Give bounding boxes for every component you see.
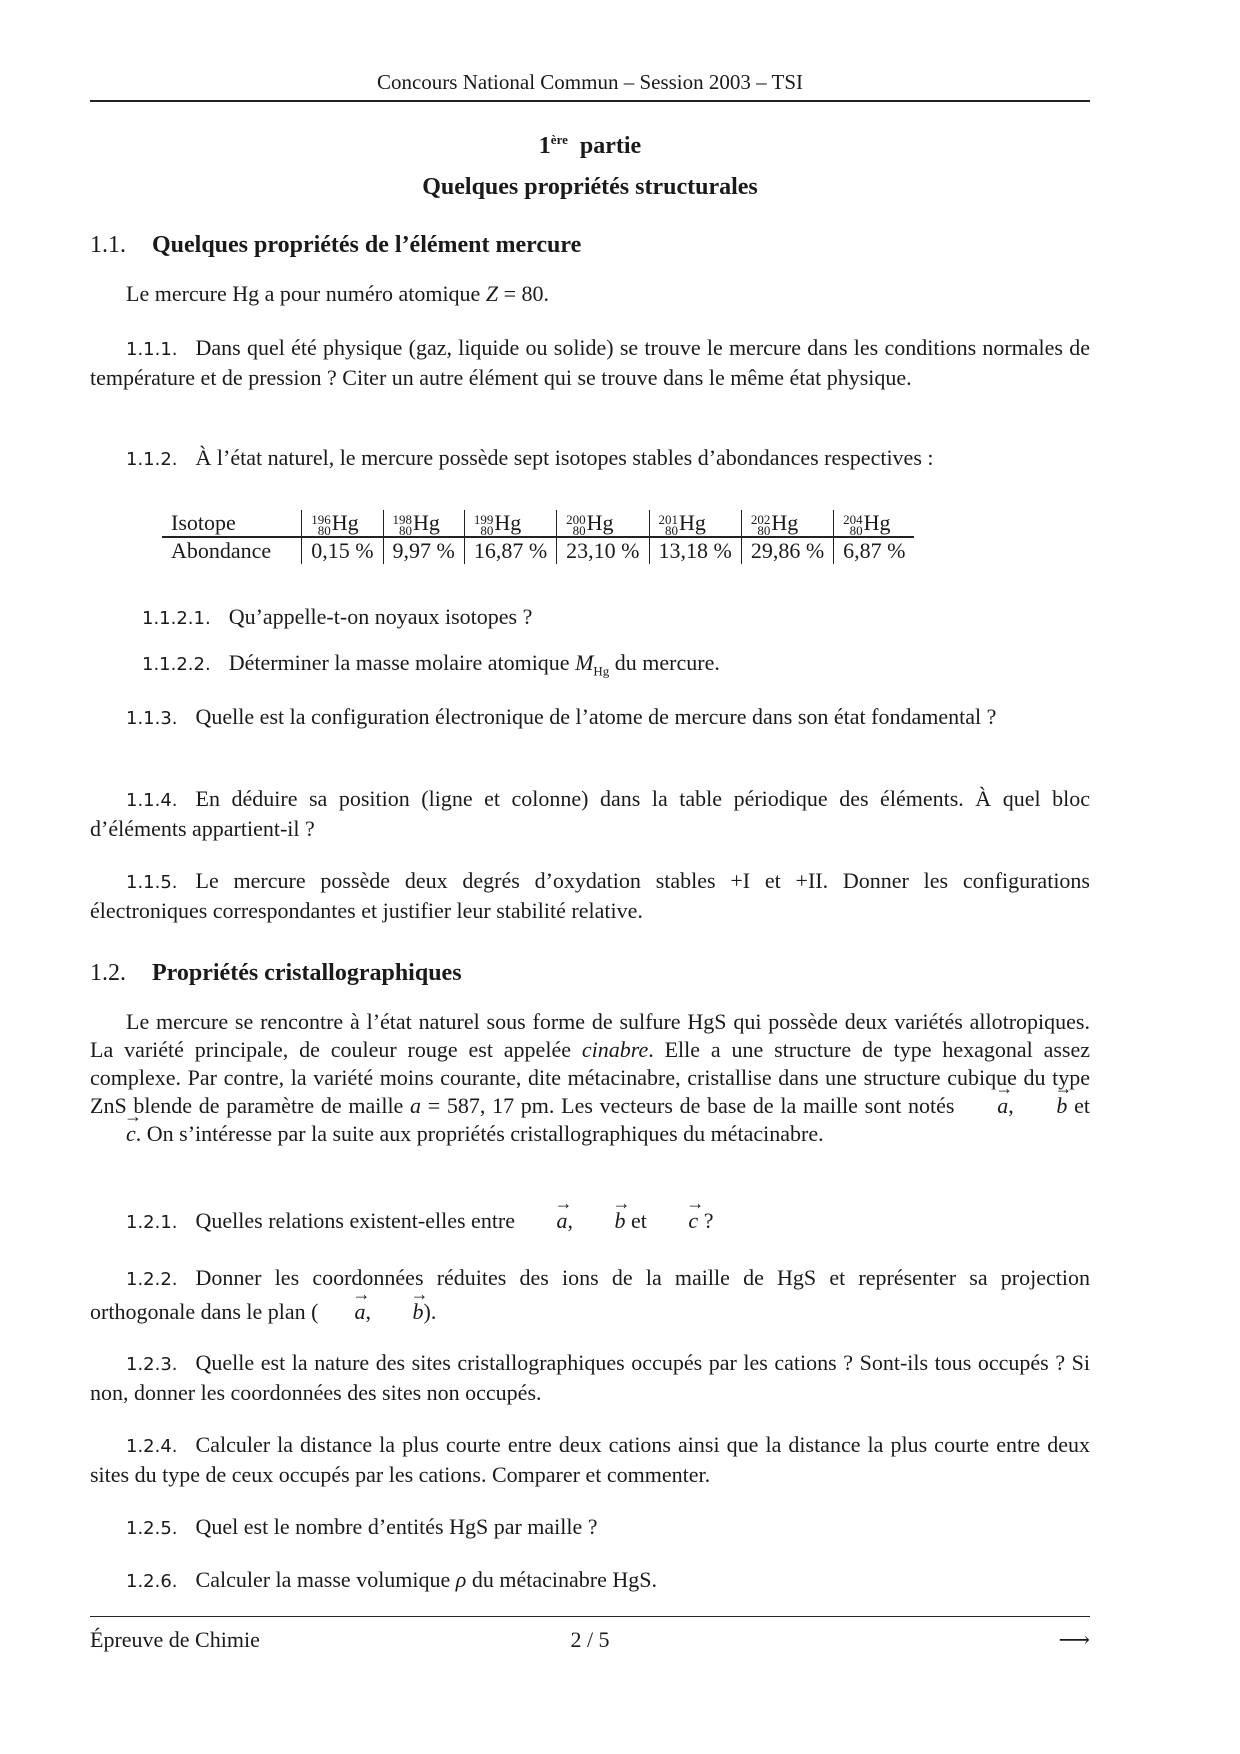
footer-subject: Épreuve de Chimie — [90, 1627, 260, 1652]
question-1-2-6: 1.2.6. Calculer la masse volumique ρ du métacinabre HgS. — [126, 1567, 657, 1592]
question-1-1-1: 1.1.1. Dans quel été physique (gaz, liquide ou solide) se trouve le mercure dans les conditions normales de température et de pression ? Citer un autre élément qui se trouve dans le même état physique. — [90, 335, 1090, 390]
abundance-cell: 6,87 % — [834, 537, 915, 564]
isotope-cell: 204 80Hg — [834, 510, 915, 537]
isotope-cell: 196 80Hg — [302, 510, 383, 537]
question-1-1-2: 1.1.2. À l’état naturel, le mercure possède sept isotopes stables d’abondances respectives : — [126, 445, 934, 470]
isotope-cell: 201 80Hg — [649, 510, 741, 537]
abundance-cell: 0,15 % — [302, 537, 383, 564]
part-subtitle: Quelques propriétés structurales — [422, 174, 758, 200]
header-rule — [90, 100, 1090, 102]
section-heading-1-1: 1.1. Quelques propriétés de l’élément mercure — [90, 232, 582, 258]
isotope-table — [90, 510, 1090, 564]
question-1-2-1: 1.2.1. Quelles relations existent-elles entre → a, → b et → c ? — [90, 1207, 1090, 1237]
isotope-cell: 198 80Hg — [383, 510, 464, 537]
question-1-2-3: 1.2.3. Quelle est la nature des sites cristallographiques occupés par les cations ? Sont-ils tous occupés ? Si non, donner les coordonnées des sites non occupés. — [90, 1350, 1090, 1405]
running-header: Concours National Commun – Session 2003 – TSI — [376, 70, 804, 94]
part-title: 1ère partie — [538, 132, 642, 159]
question-1-2-5: 1.2.5. Quel est le nombre d’entités HgS par maille ? — [126, 1514, 598, 1539]
row-label-isotope: Isotope — [162, 510, 302, 537]
abundance-cell: 16,87 % — [464, 537, 556, 564]
isotope-cell: 202 80Hg — [741, 510, 833, 537]
abundance-cell: 13,18 % — [649, 537, 741, 564]
question-1-1-4: 1.1.4. En déduire sa position (ligne et colonne) dans la table périodique des éléments. À quel bloc d’éléments appartient-il ? — [90, 786, 1090, 841]
next-page-arrow-icon: ⟶ — [1058, 1627, 1090, 1652]
question-1-1-2-2: 1.1.2.2. Déterminer la masse molaire atomique $M_{Hg}$ du mercure. — [142, 650, 720, 679]
isotope-cell: 200 80Hg — [557, 510, 649, 537]
section-1-1-intro: Le mercure Hg a pour numéro atomique Z = 80. — [126, 281, 549, 306]
abundance-cell: 23,10 % — [557, 537, 649, 564]
abundance-cell: 29,86 % — [741, 537, 833, 564]
isotope-cell: 199 80Hg — [464, 510, 556, 537]
section-heading-1-2: 1.2. Propriétés cristallographiques — [90, 960, 462, 986]
question-1-2-2: 1.2.2. Donner les coordonnées réduites des ions de la maille de HgS et représenter sa projection orthogonale dans le plan (→ a, → b). — [90, 1262, 1090, 1328]
section-1-2-intro: Le mercure se rencontre à l’état naturel sous forme de sulfure HgS qui possède deux variétés allotropiques. La variété principale, de couleur rouge est appelée cinabre. Elle a une structure de type hexagonal assez complexe. Par contre, la variété moins courante, dite métacinabre, cristallise dans une structure cubique du type ZnS blende de paramètre de maille a = 587, 17 pm. Les vecteurs de base de la maille sont notés → a, → b et → c. On s’intéresse par la suite aux propriétés cristallographiques du métacinabre. — [90, 1008, 1090, 1148]
question-1-1-3: 1.1.3. Quelle est la configuration électronique de l’atome de mercure dans son état fondamental ? — [126, 704, 997, 729]
row-label-abundance: Abondance — [171, 538, 272, 563]
question-1-2-4: 1.2.4. Calculer la distance la plus courte entre deux cations ainsi que la distance la plus courte entre deux sites du type de ceux occupés par les cations. Comparer et commenter. — [90, 1432, 1090, 1487]
abundance-cell: 9,97 % — [383, 537, 464, 564]
question-1-1-5: 1.1.5. Le mercure possède deux degrés d’oxydation stables +I et +II. Donner les configurations électroniques correspondantes et justifier leur stabilité relative. — [90, 868, 1090, 923]
page-number: 2 / 5 — [570, 1627, 610, 1652]
question-1-1-2-1: 1.1.2.1. Qu’appelle-t-on noyaux isotopes ? — [142, 604, 533, 629]
footer-rule — [90, 1616, 1090, 1617]
